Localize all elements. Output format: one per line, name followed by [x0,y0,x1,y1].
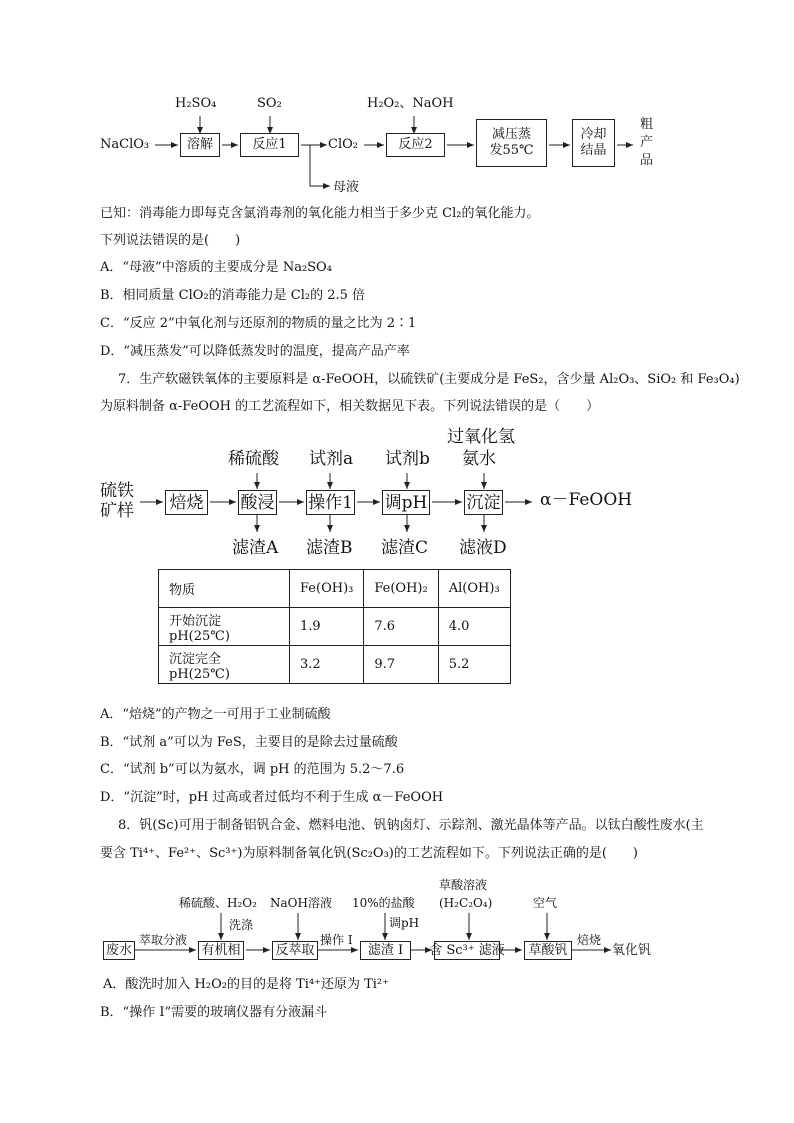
q7-flow-input-reagent-b: 试剂b [385,449,430,469]
table-header-cell: Fe(OH)₃ [290,570,364,608]
q8-option-b: B．“操作 Ⅰ”需要的玻璃仪器有分液漏斗 [100,1005,328,1020]
q7-flow-start-line1: 硫铁 [100,481,134,501]
table-cell: 4.0 [438,608,510,646]
flow1-input-h2so4: H₂SO₄ [175,96,217,111]
q6-option-b: B．相同质量 ClO₂的消毒能力是 Cl₂的 2.5 倍 [100,288,366,303]
q8-flow-input-naoh: NaOH溶液 [270,896,332,910]
q6-option-c: C．“反应 2”中氧化剂与还原剂的物质的量之比为 2∶1 [100,316,417,331]
table-cell: 9.7 [364,646,438,684]
q8-flow-product: 氧化钒 [612,943,652,958]
q8-stem-line1: 8．钒(Sc)可用于制备铝钒合金、燃料电池、钒钠卤灯、示踪剂、激光晶体等产品。以钛白酸性废水(主 [118,818,704,833]
q8-flow-step-roast: 焙烧 [577,933,602,947]
flow1-box-reaction2: 反应2 [386,133,445,157]
flow1-input-h2o2-naoh: H₂O₂、NaOH [367,96,454,111]
q6-option-d: D．“减压蒸发”可以降低蒸发时的温度，提高产品产率 [100,344,410,359]
q8-flow-box-back-extraction: 反萃取 [272,941,318,960]
q8-flow-step-adjust-ph: 调pH [389,916,420,930]
flow1-evap-line2: 发55℃ [489,143,534,158]
q7-flow-product: α－FeOOH [540,490,633,510]
table-cell: 1.9 [290,608,364,646]
flow1-clo2: ClO₂ [328,137,358,152]
flow1-box-evaporate [476,119,547,167]
table-row [159,608,511,646]
q8-option-a: A．酸洗时加入 H₂O₂的目的是将 Ti⁴⁺还原为 Ti²⁺ [103,977,390,992]
q7-flow-output-a: 滤渣A [232,538,279,558]
q8-flow-box-scandium-oxalate: 草酸钒 [524,941,572,960]
flow1-cool-line2: 结晶 [580,143,607,158]
table-header-cell: Fe(OH)₂ [364,570,438,608]
q7-stem-line1: 7．生产软磁铁氧体的主要原料是 α-FeOOH，以硫铁矿(主要成分是 FeS₂，含少量 Al₂O₃、SiO₂ 和 Fe₃O₄) [118,372,740,387]
q7-flow-input-ammonia: 氨水 [462,449,496,469]
q8-flow-step-wash: 洗涤 [229,918,254,932]
flow1-product-3: 品 [640,153,654,168]
q7-flow-input-h2o2: 过氧化氢 [447,427,515,447]
q7-ph-table [158,569,511,684]
flow1-byproduct: 母液 [333,180,360,195]
table-header-cell: 物质 [159,570,290,608]
flow1-product-1: 粗 [640,117,654,132]
table-cell: 3.2 [290,646,364,684]
q7-flow-output-b: 滤渣B [306,538,353,558]
q7-flow-box-roast: 焙烧 [165,490,208,515]
q7-flow-box-acid-leach: 酸浸 [238,490,277,515]
q7-flow-input-dilute-h2so4: 稀硫酸 [228,449,279,469]
flow1-cool-line1: 冷却 [580,127,607,142]
table-cell: 开始沉淀 pH(25℃) [159,608,290,646]
flow1-evap-line1: 减压蒸 [491,127,531,142]
q7-option-c: C．“试剂 b”可以为氨水，调 pH 的范围为 5.2～7.6 [100,762,405,777]
q7-flow-output-c: 滤渣C [381,538,429,558]
q8-flow-input-oxalic: 草酸溶液 [439,878,488,892]
q7-flow-box-precipitate: 沉淀 [464,490,503,515]
table-cell: 5.2 [438,646,510,684]
q8-flow-step-extract: 萃取分液 [139,933,188,947]
flow1-box-dissolve: 溶解 [180,133,220,157]
table-row [159,646,511,684]
flow1-box-cool [572,119,615,167]
table-row [159,570,511,608]
flow1-product-2: 产 [640,135,654,150]
flow1-box-reaction1: 反应1 [240,133,299,157]
q8-flow-input-oxalic-formula: (H₂C₂O₄) [439,896,493,910]
q8-stem-line2: 要含 Ti⁴⁺、Fe²⁺、Sc³⁺)为原料制备氧化钒(Sc₂O₃)的工艺流程如下。下列说法正确的是( ) [100,846,638,861]
q8-flow-input-acid-h2o2: 稀硫酸、H₂O₂ [179,896,257,910]
flow1-start: NaClO₃ [100,137,150,152]
q7-option-d: D．“沉淀”时，pH 过高或者过低均不利于生成 α－FeOOH [100,790,444,805]
q8-flow-input-air: 空气 [533,896,558,910]
q7-flow-start-line2: 矿样 [100,501,134,521]
q6-option-a: A．“母液”中溶质的主要成分是 Na₂SO₄ [100,260,332,275]
q7-stem-line2: 为原料制备 α-FeOOH 的工艺流程如下，相关数据见下表。下列说法错误的是（ ） [100,399,600,414]
q7-flow-box-adjust-ph: 调pH [382,490,430,515]
q6-stem: 下列说法错误的是( ) [100,233,241,248]
q7-flow-box-operation1: 操作1 [306,490,355,515]
q7-flow-output-d: 滤液D [459,538,507,558]
table-cell: 沉淀完全 pH(25℃) [159,646,290,684]
q8-flow-box-organic-phase: 有机相 [198,941,244,960]
flow1-input-so2: SO₂ [257,96,282,111]
q8-flow-box-filtrate: 含 Sc³⁺ 滤液 [434,941,500,960]
q8-flow-input-hcl: 10%的盐酸 [352,896,415,910]
q7-flow-input-reagent-a: 试剂a [309,449,354,469]
table-header-cell: Al(OH)₃ [438,570,510,608]
q8-flow-box-wastewater: 废水 [103,941,135,960]
q6-known: 已知：消毒能力即每克含氯消毒剂的氧化能力相当于多少克 Cl₂的氧化能力。 [100,206,540,221]
table-cell: 7.6 [364,608,438,646]
q8-flow-box-residue: 滤渣 Ⅰ [360,941,411,960]
q7-option-b: B．“试剂 a”可以为 FeS，主要目的是除去过量硫酸 [100,735,398,750]
q7-option-a: A．“焙烧”的产物之一可用于工业制硫酸 [100,707,331,722]
q8-flow-step-operation: 操作 Ⅰ [320,933,353,947]
